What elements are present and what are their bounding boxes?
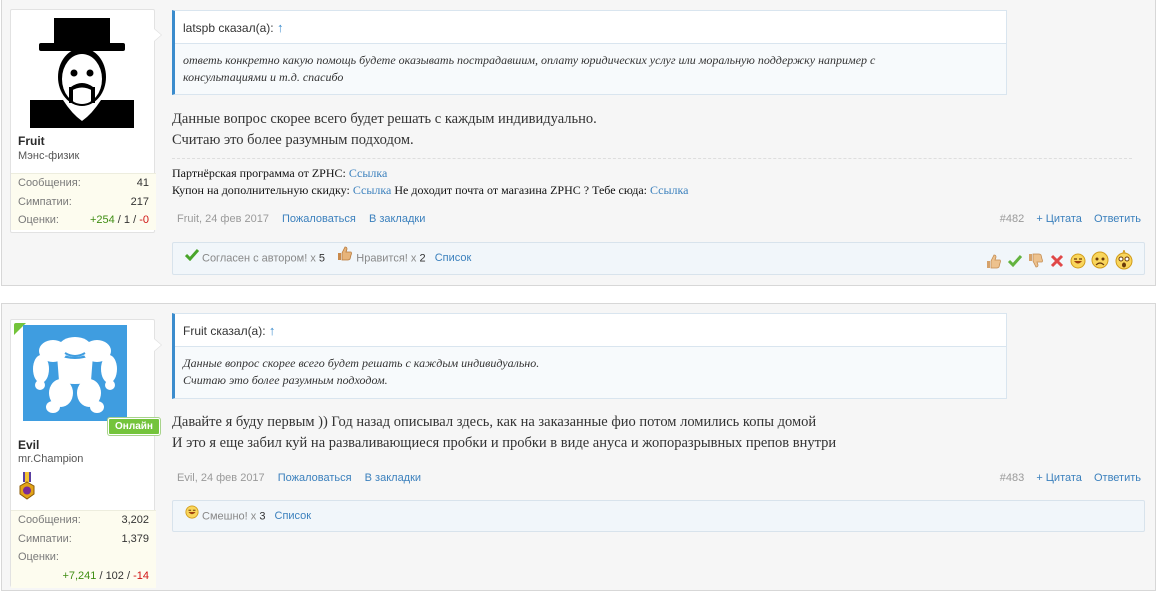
message-content [172, 0, 1145, 286]
signature [172, 158, 1132, 199]
quote-line: консультациями и т.д. спасибо [183, 70, 344, 84]
thumbs-up-icon[interactable] [986, 251, 1002, 282]
separator: / [114, 214, 124, 226]
quote-author: Fruit сказал(а): [183, 324, 266, 338]
like-multiplier: x [307, 252, 319, 265]
laugh-icon [185, 501, 199, 532]
stat-label: Сообщения: [18, 177, 81, 189]
user-title: mr.Champion [18, 453, 84, 465]
quote-line: Считаю это более разумным подходом. [183, 373, 388, 387]
rating-neutral: 102 [105, 569, 124, 582]
reply-button[interactable]: Ответить [1093, 213, 1141, 225]
rating-negative: -14 [133, 569, 149, 582]
signature-text: Купон на дополнительную скидку: [172, 183, 353, 197]
quote-body [175, 44, 1006, 92]
username[interactable]: Evil [18, 438, 40, 452]
post-number[interactable]: #482 [999, 213, 1025, 225]
stat-label: Оценки: [18, 214, 59, 226]
stat-value[interactable]: 3,202 [121, 514, 149, 526]
check-icon[interactable] [1007, 251, 1023, 282]
message-line: Считаю это более разумным подходом. [172, 132, 414, 148]
user-info-block [10, 9, 155, 233]
quote-block [172, 10, 1007, 95]
signature-line [172, 165, 1132, 182]
signature-text: Не доходит почта от магазина ZPHC ? Тебе сюда: [391, 183, 650, 197]
rating-positive: +7,241 [62, 569, 97, 582]
like-multiplier: x [247, 510, 260, 523]
message-line: Данные вопрос скорее всего будет решать с каждым индивидуально. [172, 111, 597, 127]
cross-icon[interactable] [1049, 251, 1065, 282]
quote-author: latspb сказал(а): [183, 21, 274, 35]
userblock-arrow [154, 28, 162, 42]
reply-button[interactable]: Ответить [1093, 472, 1141, 484]
message-content [172, 304, 1145, 592]
laugh-icon[interactable] [1070, 251, 1086, 282]
signature-text: Партнёрская программа от ZPHC: [172, 166, 349, 180]
likes-list-link[interactable]: Список [434, 252, 472, 265]
rating-negative: -0 [139, 214, 149, 226]
message-text [172, 109, 597, 151]
post-483 [1, 303, 1156, 591]
report-link[interactable]: Пожаловаться [277, 472, 352, 484]
signature-link[interactable]: Ссылка [352, 183, 392, 197]
signature-link[interactable]: Ссылка [650, 183, 689, 197]
like-count: 3 [259, 510, 266, 523]
bookmark-link[interactable]: В закладки [368, 213, 426, 225]
quote-header [175, 11, 1006, 44]
post-482 [1, 0, 1156, 286]
separator: / [96, 569, 106, 582]
stat-label: Оценки: [18, 551, 59, 563]
userblock-arrow [154, 338, 162, 352]
quote-header [175, 314, 1006, 347]
likes-summary [172, 242, 1145, 275]
quote-button[interactable]: + Цитата [1036, 213, 1082, 225]
likes-list-link[interactable]: Список [274, 510, 312, 523]
stat-label: Симпатии: [18, 532, 72, 545]
quote-body [175, 347, 1006, 395]
message-meta [177, 213, 1145, 229]
signature-link[interactable]: Ссылка [348, 166, 388, 180]
rank-medal-icon [18, 472, 36, 505]
message-meta [177, 472, 1145, 488]
stat-messages [11, 174, 156, 193]
rating-icons [984, 250, 1134, 268]
signature-line [172, 182, 1132, 199]
thumbs-down-icon[interactable] [1028, 251, 1044, 282]
stat-value[interactable]: 1,379 [121, 532, 149, 545]
like-multiplier: x [407, 252, 420, 265]
quote-line: ответь конкретно какую помощь будете оказывать пострадавшим, оплату юридических услуг или моральную поддержку например с [183, 53, 876, 67]
avatar[interactable] [17, 16, 144, 137]
post-date[interactable]: Evil, 24 фев 2017 [177, 472, 265, 484]
stat-label: Симпатии: [18, 195, 72, 208]
stat-messages [11, 511, 156, 530]
rating-positive: +254 [89, 214, 115, 226]
bookmark-link[interactable]: В закладки [364, 472, 422, 484]
username[interactable]: Fruit [18, 134, 45, 148]
separator: / [123, 569, 134, 582]
stat-value[interactable] [90, 211, 149, 229]
quote-block [172, 313, 1007, 399]
rating-neutral: 1 [123, 214, 131, 226]
like-count: 5 [318, 252, 326, 265]
post-date[interactable]: Fruit, 24 фев 2017 [177, 213, 269, 225]
post-number[interactable]: #483 [999, 472, 1025, 484]
user-title: Мэнс-физик [18, 150, 80, 162]
report-link[interactable]: Пожаловаться [282, 213, 356, 225]
user-stats [11, 510, 156, 588]
message-line: Давайте я буду первым )) Год назад описывал здесь, как на заказанные фио потом ломились копы домой [172, 414, 817, 430]
stat-value[interactable]: 217 [130, 195, 149, 208]
message-line: И это я еще забил куй на разваливающиеся пробки и пробки в виде ануса и жопоразрывных препов внутри [172, 435, 837, 451]
sad-icon[interactable] [1091, 251, 1109, 282]
stat-likes [11, 193, 156, 212]
user-info-block [10, 319, 155, 587]
avatar[interactable] [23, 325, 127, 421]
like-label: Смешно! [202, 510, 248, 523]
like-count: 2 [419, 252, 426, 265]
quote-line: Данные вопрос скорее всего будет решать с каждым индивидуально. [183, 356, 540, 370]
quote-jump-arrow-icon[interactable]: ↑ [276, 20, 284, 35]
online-badge: Онлайн [108, 418, 160, 435]
check-icon [185, 243, 199, 274]
likes-summary [172, 500, 1145, 532]
separator: / [130, 214, 140, 226]
user-stats [11, 173, 156, 230]
stat-likes [11, 530, 156, 549]
stat-ratings [11, 548, 156, 567]
stat-value[interactable] [62, 567, 149, 585]
wow-icon[interactable] [1114, 250, 1134, 283]
like-label: Согласен с автором! [202, 252, 308, 265]
stat-ratings-values [11, 567, 156, 586]
stat-ratings [11, 211, 156, 230]
quote-jump-arrow-icon[interactable]: ↑ [268, 323, 276, 338]
thumbs-up-icon [337, 243, 353, 274]
like-label: Нравится! [356, 252, 408, 265]
message-text [172, 412, 836, 454]
quote-button[interactable]: + Цитата [1036, 472, 1082, 484]
stat-value[interactable]: 41 [136, 177, 149, 189]
stat-label: Сообщения: [18, 514, 81, 526]
